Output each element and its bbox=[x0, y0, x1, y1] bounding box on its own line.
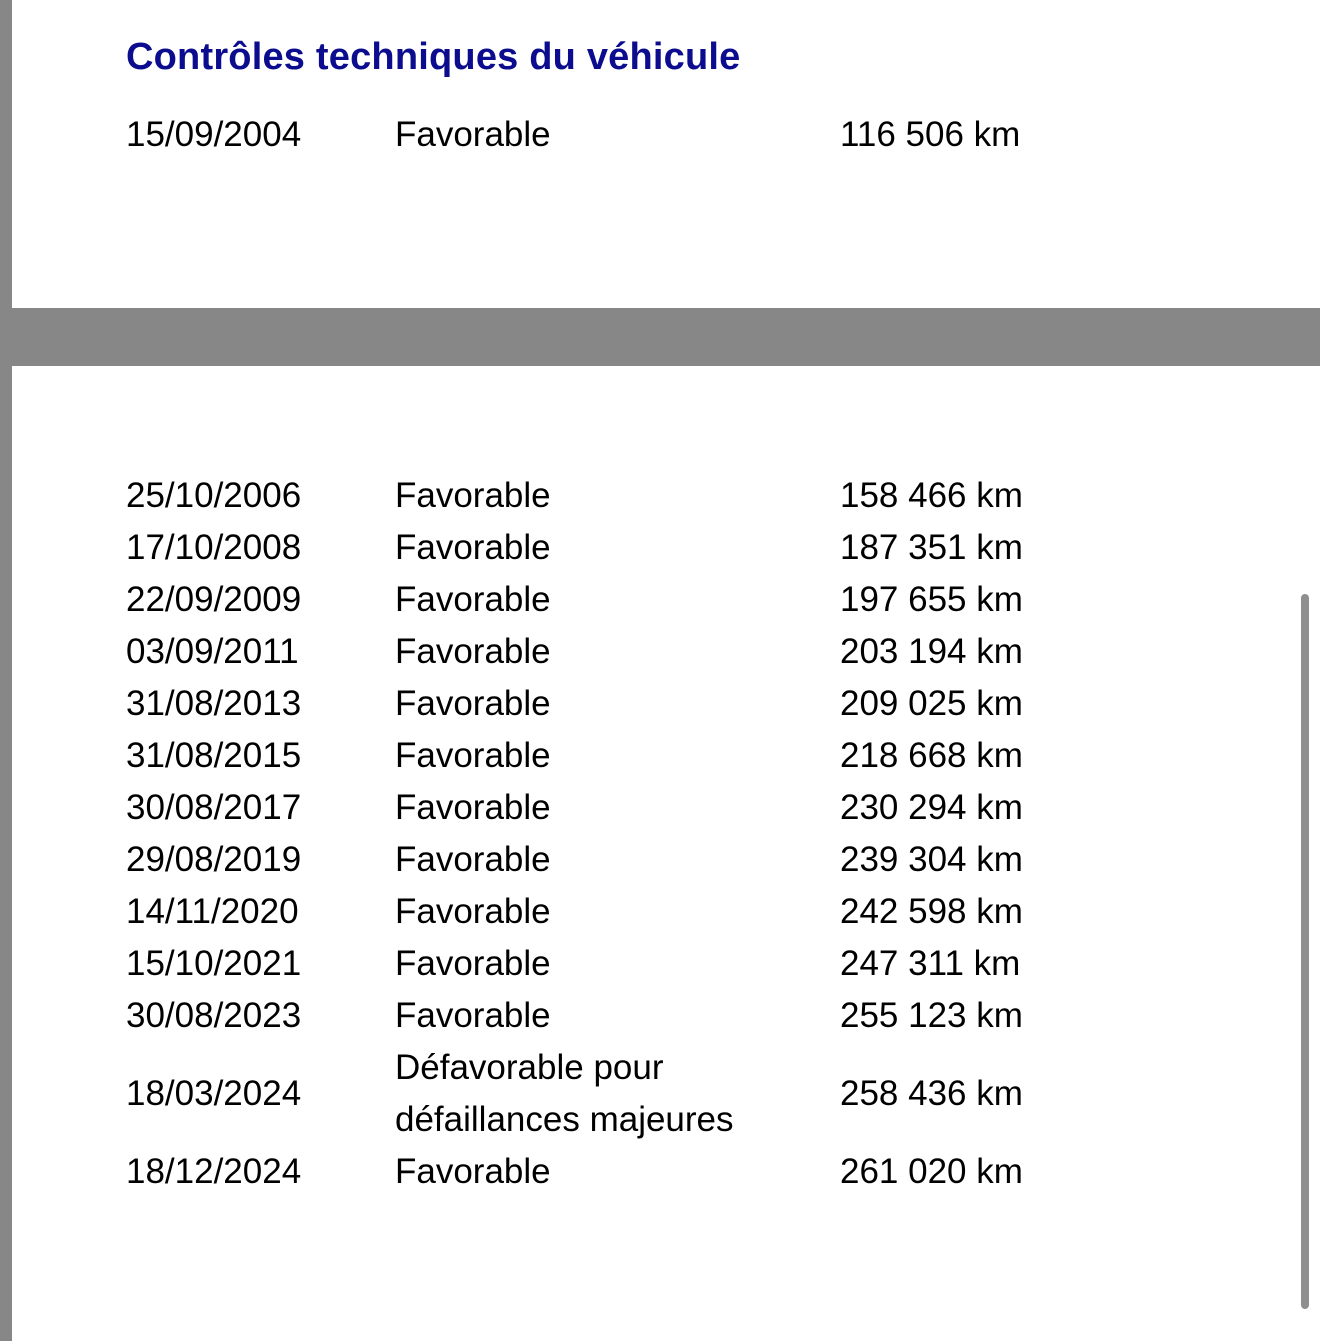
inspection-date: 30/08/2023 bbox=[126, 996, 302, 1035]
inspection-mileage: 239 304 km bbox=[840, 840, 1023, 879]
inspection-date: 17/10/2008 bbox=[126, 528, 302, 567]
inspection-mileage: 187 351 km bbox=[840, 528, 1023, 567]
inspection-mileage: 209 025 km bbox=[840, 684, 1023, 723]
inspection-result: Favorable bbox=[395, 840, 551, 879]
inspection-result: Favorable bbox=[395, 944, 551, 983]
document-page-2 bbox=[12, 366, 1320, 1341]
inspection-mileage: 197 655 km bbox=[840, 580, 1023, 619]
inspection-result: Favorable bbox=[395, 115, 551, 154]
inspection-mileage: 116 506 km bbox=[840, 115, 1021, 154]
inspection-mileage: 242 598 km bbox=[840, 892, 1023, 931]
vertical-scrollbar[interactable] bbox=[1301, 594, 1309, 1309]
inspection-result: Favorable bbox=[395, 1152, 551, 1191]
inspection-date: 31/08/2013 bbox=[126, 684, 302, 723]
inspection-result bbox=[395, 1042, 795, 1146]
inspection-result-line: défaillances majeures bbox=[395, 1100, 734, 1139]
inspection-date: 15/09/2004 bbox=[126, 115, 302, 154]
inspection-result: Favorable bbox=[395, 788, 551, 827]
inspection-date: 03/09/2011 bbox=[126, 632, 299, 671]
inspection-result: Favorable bbox=[395, 684, 551, 723]
inspection-date: 31/08/2015 bbox=[126, 736, 302, 775]
inspection-result: Favorable bbox=[395, 476, 551, 515]
inspection-result: Favorable bbox=[395, 996, 551, 1035]
inspection-mileage: 255 123 km bbox=[840, 996, 1023, 1035]
inspection-mileage: 218 668 km bbox=[840, 736, 1023, 775]
inspection-date: 22/09/2009 bbox=[126, 580, 302, 619]
inspection-row bbox=[12, 1042, 1320, 1146]
inspection-date: 15/10/2021 bbox=[126, 944, 302, 983]
inspection-date: 25/10/2006 bbox=[126, 476, 302, 515]
inspection-mileage: 261 020 km bbox=[840, 1152, 1023, 1191]
inspection-result: Favorable bbox=[395, 892, 551, 931]
section-title: Contrôles techniques du véhicule bbox=[126, 36, 741, 78]
inspection-mileage: 158 466 km bbox=[840, 476, 1023, 515]
inspection-result: Favorable bbox=[395, 736, 551, 775]
inspection-date: 29/08/2019 bbox=[126, 840, 302, 879]
inspection-result: Favorable bbox=[395, 580, 551, 619]
inspection-date: 18/12/2024 bbox=[126, 1152, 302, 1191]
inspection-date: 30/08/2017 bbox=[126, 788, 302, 827]
inspection-mileage: 247 311 km bbox=[840, 944, 1021, 983]
inspection-result: Favorable bbox=[395, 528, 551, 567]
inspection-result: Favorable bbox=[395, 632, 551, 671]
inspection-mileage: 230 294 km bbox=[840, 788, 1023, 827]
inspection-date: 14/11/2020 bbox=[126, 892, 299, 931]
inspection-result-line: Défavorable pour bbox=[395, 1048, 664, 1087]
inspection-date: 18/03/2024 bbox=[126, 1074, 302, 1113]
document-page-1 bbox=[12, 0, 1320, 308]
inspection-mileage: 258 436 km bbox=[840, 1074, 1023, 1113]
inspection-mileage: 203 194 km bbox=[840, 632, 1023, 671]
